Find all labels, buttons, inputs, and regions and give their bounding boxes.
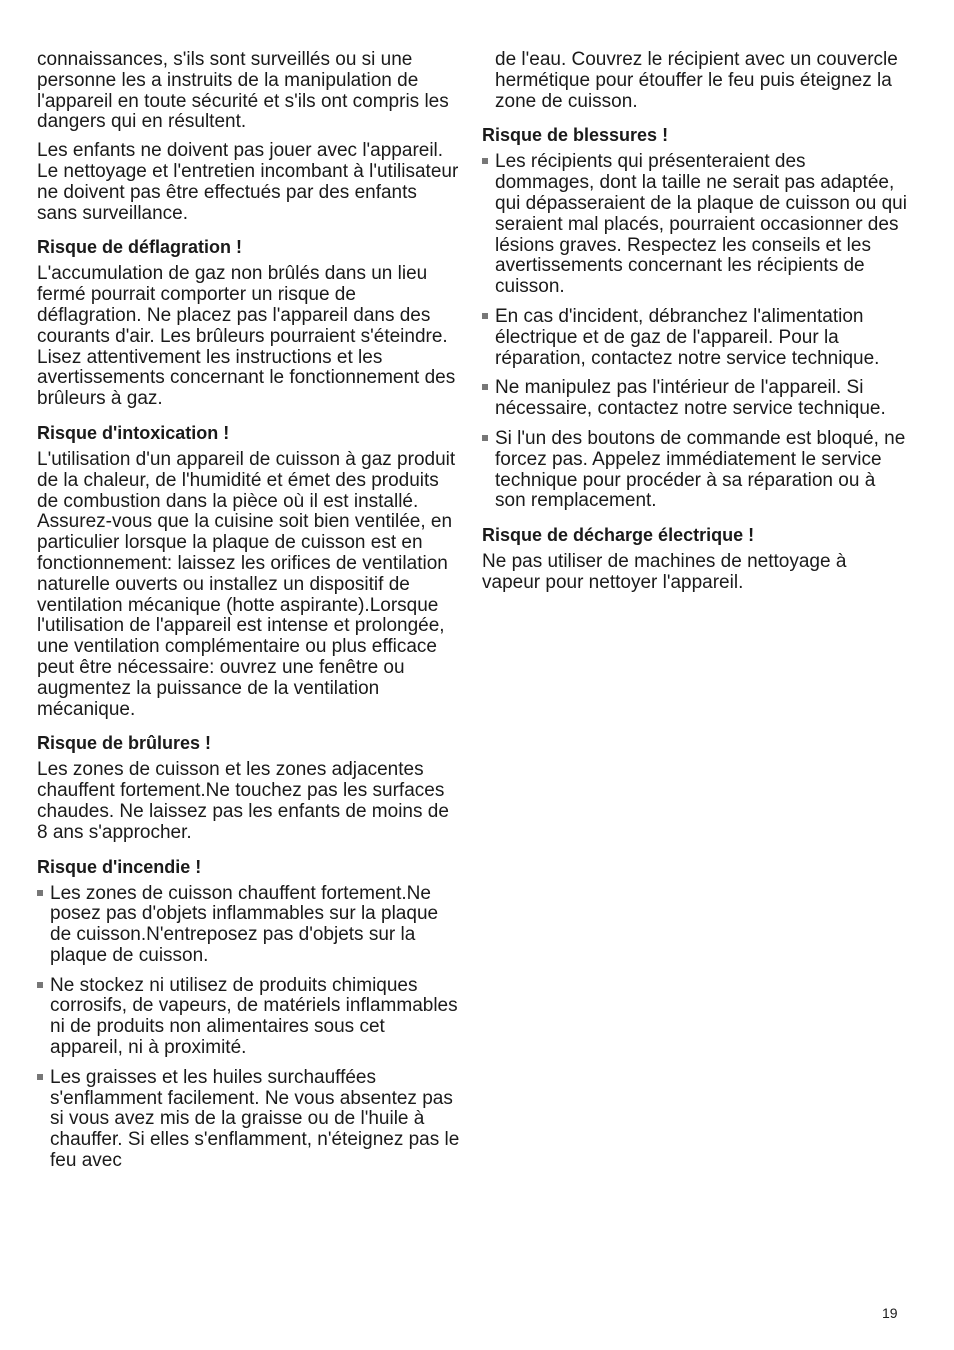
- list-item: [37, 976, 462, 1059]
- heading-intoxication: Risque d'intoxication !: [37, 422, 230, 443]
- list-item: [482, 152, 907, 298]
- square-bullet-icon: [482, 158, 488, 164]
- paragraph-knowledge: connaissances, s'ils sont surveillés ou si une personne les a instruits de la manipulation de l'appareil en toute sécurité et s'ils ont compris les dangers qui en résultent.: [37, 49, 449, 133]
- list-item: [482, 429, 907, 512]
- list-item-text: Si l'un des boutons de commande est bloqué, ne forcez pas. Appelez immédiatement le service technique pour procéder à sa réparation ou à son remplacement.: [495, 427, 906, 512]
- list-item: [482, 307, 907, 369]
- square-bullet-icon: [37, 890, 43, 896]
- paragraph-brulures: Les zones de cuisson et les zones adjacentes chauffent fortement.Ne touchez pas les surfaces chaudes. Ne laissez pas les enfants de moins de 8 ans s'approcher.: [37, 759, 449, 843]
- list-item-text: Les récipients qui présenteraient des dommages, dont la taille ne serait pas adaptée, qui dépasseraient de la plaque de cuisson ou qui seraient mal placés, pourraient occasionner des lésions graves. Respectez les conseils et les avertissements concernant les récipients de cuisson.: [495, 151, 907, 298]
- heading-brulures: Risque de brûlures !: [37, 733, 212, 754]
- square-bullet-icon: [37, 982, 43, 988]
- heading-blessures: Risque de blessures !: [482, 125, 669, 146]
- incendie-list: [37, 884, 462, 1172]
- right-column: [482, 50, 907, 602]
- list-item-text: Ne manipulez pas l'intérieur de l'appareil. Si nécessaire, contactez notre service technique.: [495, 377, 886, 420]
- heading-deflagration: Risque de déflagration !: [37, 237, 243, 258]
- square-bullet-icon: [482, 384, 488, 390]
- page-number: 19: [882, 1305, 898, 1321]
- square-bullet-icon: [482, 435, 488, 441]
- list-item-text: En cas d'incident, débranchez l'alimentation électrique et de gaz de l'appareil. Pour la réparation, contactez notre service technique.: [495, 305, 880, 369]
- heading-incendie: Risque d'incendie !: [37, 856, 202, 877]
- paragraph-intoxication: L'utilisation d'un appareil de cuisson à gaz produit de la chaleur, de l'humidité et émet des produits de combustion dans la pièce où il est installé. Assurez-vous que la cuisine soit bien ventilée, en particulier lorsque la plaque de cuisson est en fonctionnement: laissez les orifices de ventilation naturelle ouverts ou installez un dispositif de ventilation mécanique (hotte aspirante).Lorsque l'utilisation de l'appareil est intense et prolongée, une ventilation complémentaire ou plus efficace peut être nécessaire: ouvrez une fenêtre ou augmentez la puissance de la ventilation mécanique.: [37, 448, 456, 720]
- list-item: [37, 1068, 462, 1172]
- paragraph-deflagration: L'accumulation de gaz non brûlés dans un lieu fermé pourrait comporter un risque de déflagration. Ne placez pas l'appareil dans des courants d'air. Les brûleurs pourraient s'éteindre. Lisez attentivement les instructions et les avertissements concernant le fonctionnement des brûleurs à gaz.: [37, 263, 456, 410]
- heading-decharge: Risque de décharge électrique !: [482, 525, 755, 546]
- square-bullet-icon: [482, 313, 488, 319]
- square-bullet-icon: [37, 1074, 43, 1080]
- list-item: [37, 884, 462, 967]
- list-item-continuation: de l'eau. Couvrez le récipient avec un couvercle hermétique pour étouffer le feu puis éteignez la zone de cuisson.: [495, 49, 898, 112]
- left-column: [37, 50, 462, 1181]
- list-item-text: Les graisses et les huiles surchauffées s'enflamment facilement. Ne vous absentez pas si vous avez mis de la graisse ou de l'huile à chauffer. Si elles s'enflamment, n'éteignez pas le feu avec: [50, 1066, 460, 1172]
- blessures-list: [482, 152, 907, 512]
- list-item: [482, 378, 907, 420]
- list-item-text: Ne stockez ni utilisez de produits chimiques corrosifs, de vapeurs, de matériels inflammables ni de produits non alimentaires sous cet appareil, ni à proximité.: [50, 974, 458, 1059]
- list-item-text: Les zones de cuisson chauffent fortement.Ne posez pas d'objets inflammables sur la plaque de cuisson.N'entreposez pas d'objets sur la plaque de cuisson.: [50, 882, 439, 966]
- paragraph-children: Les enfants ne doivent pas jouer avec l'appareil. Le nettoyage et l'entretien incombant à l'utilisateur ne doivent pas être effectués par des enfants sans surveillance.: [37, 140, 459, 224]
- paragraph-decharge: Ne pas utiliser de machines de nettoyage à vapeur pour nettoyer l'appareil.: [482, 551, 847, 593]
